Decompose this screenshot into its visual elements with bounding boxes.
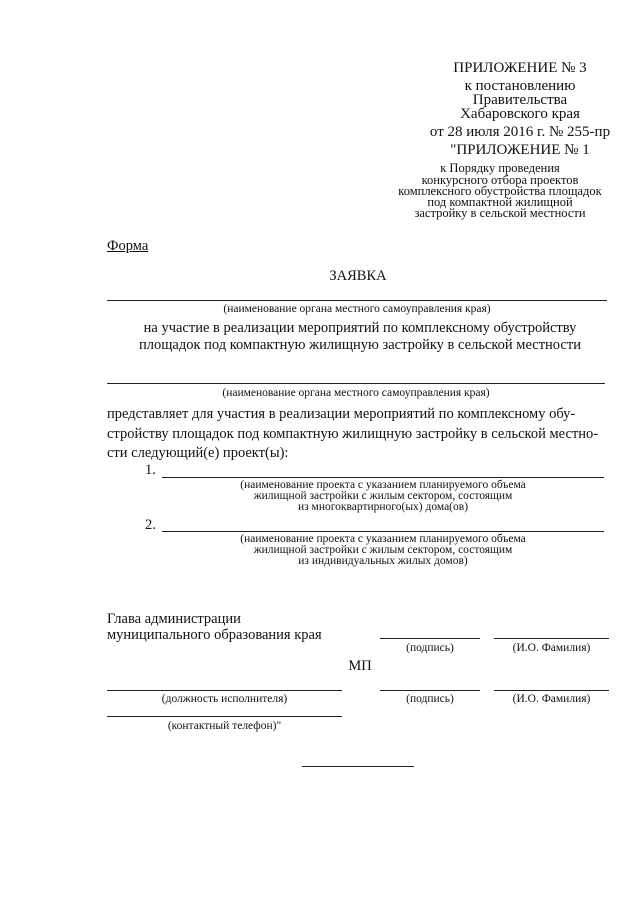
- submits-line: стройству площадок под компактную жилищную застройку в сельской местно-: [107, 426, 599, 442]
- procedure-line: комплексного обустройства площадок: [398, 184, 602, 198]
- project-caption: (наименование проекта с указанием планируемого объема: [240, 479, 526, 491]
- project-fill-line[interactable]: [162, 531, 604, 532]
- phone-caption: (контактный телефон)": [167, 720, 282, 732]
- authority-caption-1: (наименование органа местного самоуправления края): [223, 303, 491, 315]
- closing-separator: [302, 766, 414, 767]
- name-line-2[interactable]: [494, 690, 609, 691]
- position-caption: (должность исполнителя): [161, 693, 288, 705]
- procedure-line: под компактной жилищной: [427, 195, 573, 209]
- project-caption: (наименование проекта с указанием планируемого объема: [240, 533, 526, 545]
- name-caption: (И.О. Фамилия): [512, 642, 591, 654]
- form-label: Форма: [107, 238, 149, 254]
- authority-caption-2: (наименование органа местного самоуправления края): [222, 387, 490, 399]
- signature-line-2[interactable]: [380, 690, 480, 691]
- name-caption-2: (И.О. Фамилия): [512, 693, 591, 705]
- seal-mark: МП: [348, 658, 372, 674]
- procedure-line: к Порядку проведения: [440, 161, 560, 175]
- name-line[interactable]: [494, 638, 609, 639]
- submits-line: представляет для участия в реализации мероприятий по комплексному обу-: [107, 406, 576, 422]
- procedure-line: застройку в сельской местности: [414, 206, 586, 220]
- region: Хабаровского края: [460, 106, 580, 122]
- project-number: 1.: [145, 462, 156, 478]
- position-line[interactable]: [107, 690, 342, 691]
- project-caption: жилищной застройки с жилым сектором, состоящим: [253, 490, 513, 502]
- submits-line: сти следующий(е) проект(ы):: [107, 445, 289, 461]
- appendix-title: ПРИЛОЖЕНИЕ № 3: [453, 60, 587, 76]
- purpose-line: площадок под компактную жилищную застройку в сельской местности: [139, 337, 581, 353]
- fill-line-authority-2: [107, 383, 605, 384]
- phone-line[interactable]: [107, 716, 342, 717]
- signature-caption: (подпись): [406, 642, 454, 654]
- project-number: 2.: [145, 517, 156, 533]
- signature-caption-2: (подпись): [406, 693, 454, 705]
- signature-line[interactable]: [380, 638, 480, 639]
- head-title: Глава администрации: [107, 611, 241, 627]
- to-resolution: к постановлению: [464, 78, 576, 94]
- procedure-line: конкурсного отбора проектов: [421, 173, 579, 187]
- inner-appendix: "ПРИЛОЖЕНИЕ № 1: [450, 142, 590, 158]
- document-title: ЗАЯВКА: [329, 268, 387, 284]
- project-caption: из индивидуальных жилых домов): [298, 555, 468, 567]
- head-title: муниципального образования края: [107, 627, 322, 643]
- project-caption: жилищной застройки с жилым сектором, состоящим: [253, 544, 513, 556]
- project-caption: из многоквартирного(ых) дома(ов): [297, 501, 469, 513]
- purpose-line: на участие в реализации мероприятий по комплексному обустройству: [143, 320, 577, 336]
- project-fill-line[interactable]: [162, 477, 604, 478]
- date-number: от 28 июля 2016 г. № 255-пр: [429, 124, 611, 140]
- fill-line-authority-1: [107, 300, 607, 301]
- government: Правительства: [472, 92, 568, 108]
